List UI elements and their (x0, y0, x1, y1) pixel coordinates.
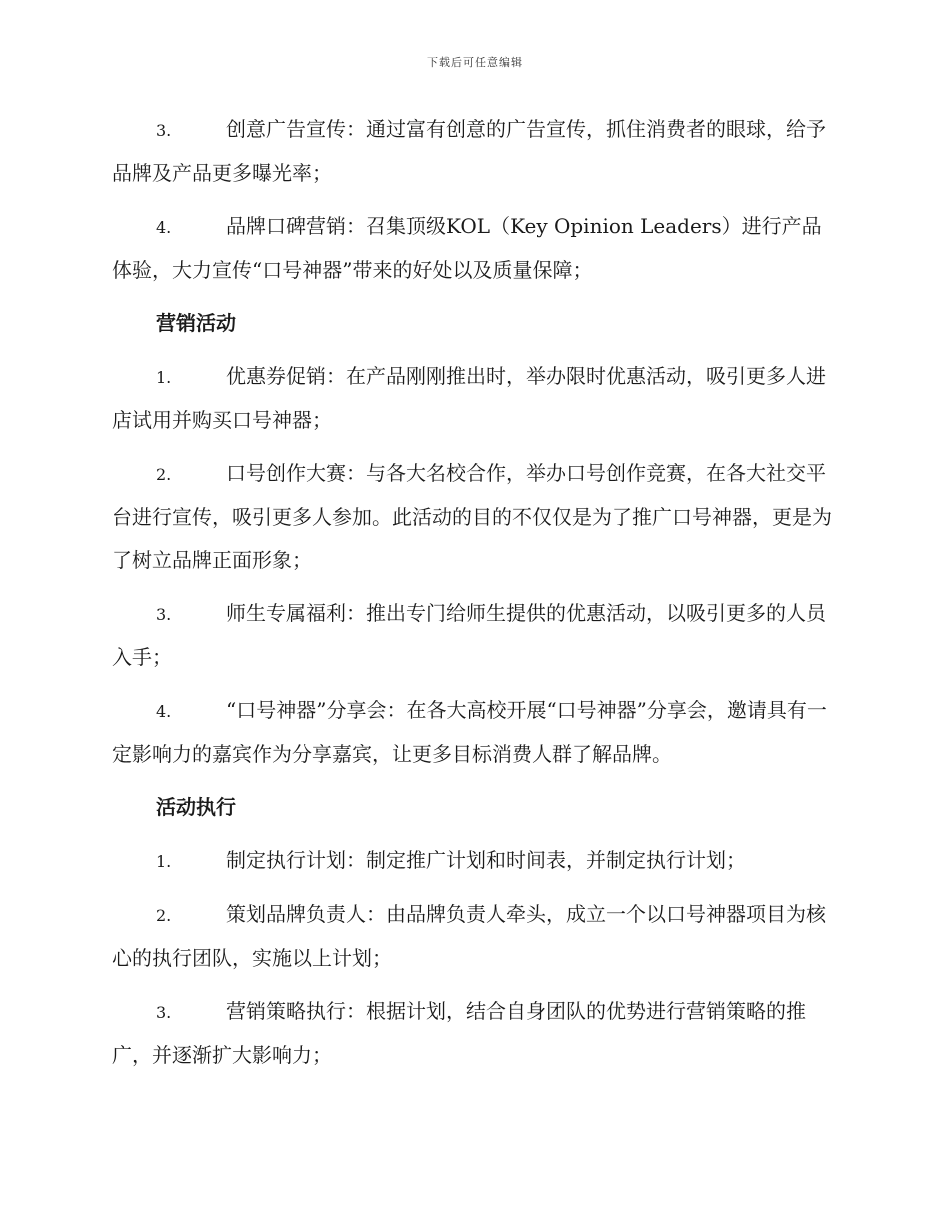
section-heading-marketing: 营销活动 (156, 311, 236, 335)
item-number: 1. (156, 852, 172, 871)
item-number: 3. (156, 121, 172, 140)
list-item (112, 452, 834, 582)
item-number: 1. (156, 368, 172, 387)
item-number: 4. (156, 218, 172, 237)
item-text: 品牌口碑营销：召集顶级KOL（Key Opinion Leaders）进行产品体验，大力宣传“口号神器”带来的好处以及质量保障； (112, 214, 822, 282)
item-text: “口号神器”分享会：在各大高校开展“口号神器”分享会，邀请具有一定影响力的嘉宾作为分享嘉宾，让更多目标消费人群了解品牌。 (112, 698, 827, 766)
item-text: 营销策略执行：根据计划，结合自身团队的优势进行营销策略的推广，并逐渐扩大影响力； (112, 999, 806, 1067)
list-item (112, 990, 834, 1077)
item-text: 师生专属福利：推出专门给师生提供的优惠活动，以吸引更多的人员入手； (112, 601, 826, 669)
item-text: 优惠券促销：在产品刚刚推出时，举办限时优惠活动，吸引更多人进店试用并购买口号神器； (112, 364, 826, 432)
item-text: 策划品牌负责人：由品牌负责人牵头，成立一个以口号神器项目为核心的执行团队，实施以上计划； (112, 902, 826, 970)
item-number: 3. (156, 605, 172, 624)
list-item (112, 839, 834, 883)
section-heading-execution: 活动执行 (156, 795, 236, 819)
header-note: 下载后可任意编辑 (427, 56, 523, 69)
list-item (112, 689, 834, 776)
item-text: 制定执行计划：制定推广计划和时间表，并制定执行计划； (226, 848, 746, 872)
item-number: 2. (156, 465, 172, 484)
list-item (112, 205, 834, 292)
document-body (112, 108, 834, 1087)
item-text: 口号创作大赛：与各大名校合作，举办口号创作竞赛，在各大社交平台进行宣传，吸引更多人参加。此活动的目的不仅仅是为了推广口号神器，更是为了树立品牌正面形象； (112, 461, 832, 572)
list-item (112, 893, 834, 980)
item-number: 3. (156, 1003, 172, 1022)
item-text: 创意广告宣传：通过富有创意的广告宣传，抓住消费者的眼球，给予品牌及产品更多曝光率； (112, 117, 826, 185)
list-item (112, 355, 834, 442)
list-item (112, 108, 834, 195)
list-item (112, 592, 834, 679)
item-number: 2. (156, 906, 172, 925)
item-number: 4. (156, 702, 172, 721)
